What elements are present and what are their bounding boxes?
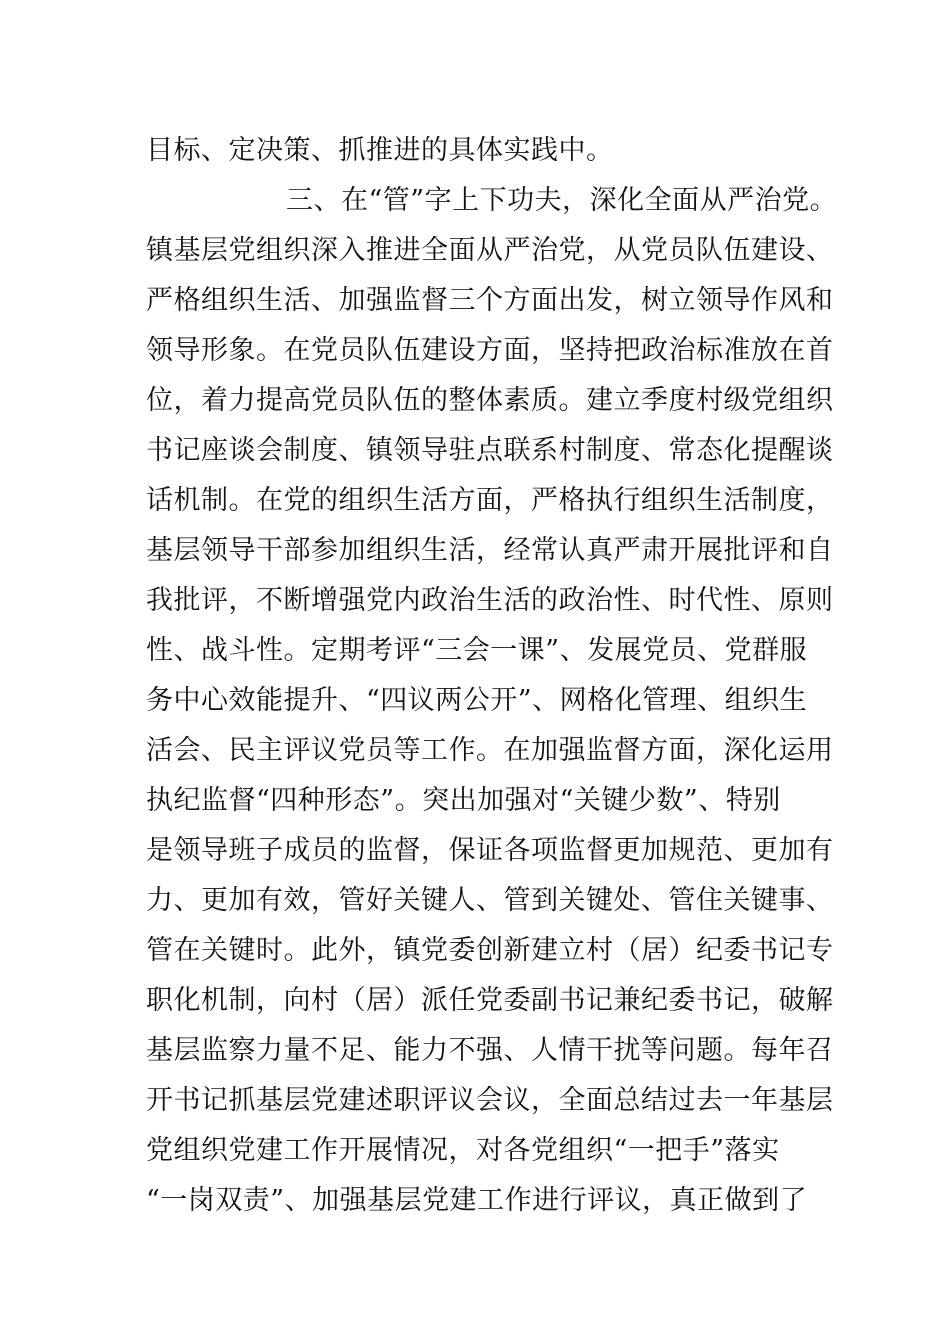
text-line: 镇基层党组织深入推进全面从严治党，从党员队伍建设、	[146, 235, 834, 266]
text-line: 管在关键时。此外，镇党委创新建立村（居）纪委书记专	[146, 935, 834, 966]
text-line: 目标、定决策、抓推进的具体实践中。	[146, 135, 614, 166]
text-line: 开书记抓基层党建述职评议会议，全面总结过去一年基层	[146, 1085, 834, 1116]
text-line: 性、战斗性。定期考评“三会一课”、发展党员、党群服	[146, 635, 808, 666]
text-line: 活会、民主评议党员等工作。在加强监督方面，深化运用	[146, 735, 834, 766]
text-line: 力、更加有效，管好关键人、管到关键处、管住关键事、	[146, 885, 834, 916]
text-line: 领导形象。在党员队伍建设方面，坚持把政治标准放在首	[146, 335, 834, 366]
text-line: 基层领导干部参加组织生活，经常认真严肃开展批评和自	[146, 535, 834, 566]
text-line: 基层监察力量不足、能力不强、人情干扰等问题。每年召	[146, 1035, 834, 1066]
text-line: 务中心效能提升、“四议两公开”、网格化管理、组织生	[146, 685, 808, 716]
text-line: 话机制。在党的组织生活方面，严格执行组织生活制度，	[146, 485, 834, 516]
text-line: 党组织党建工作开展情况，对各党组织“一把手”落实	[146, 1135, 780, 1166]
text-line: 是领导班子成员的监督，保证各项监督更加规范、更加有	[146, 835, 834, 866]
text-line: 书记座谈会制度、镇领导驻点联系村制度、常态化提醒谈	[146, 435, 834, 466]
text-line: 执纪监督“四种形态”。突出加强对“关键少数”、特别	[146, 785, 781, 816]
text-line: “一岗双责”、加强基层党建工作进行评议，真正做到了	[146, 1185, 808, 1216]
text-line: 位，着力提高党员队伍的整体素质。建立季度村级党组织	[146, 385, 834, 416]
text-line: 职化机制，向村（居）派任党委副书记兼纪委书记，破解	[146, 985, 834, 1016]
section-heading: 三、在“管”字上下功夫，深化全面从严治党。	[286, 185, 838, 216]
text-line: 我批评，不断增强党内政治生活的政治性、时代性、原则	[146, 585, 834, 616]
text-line: 严格组织生活、加强监督三个方面出发，树立领导作风和	[146, 285, 834, 316]
